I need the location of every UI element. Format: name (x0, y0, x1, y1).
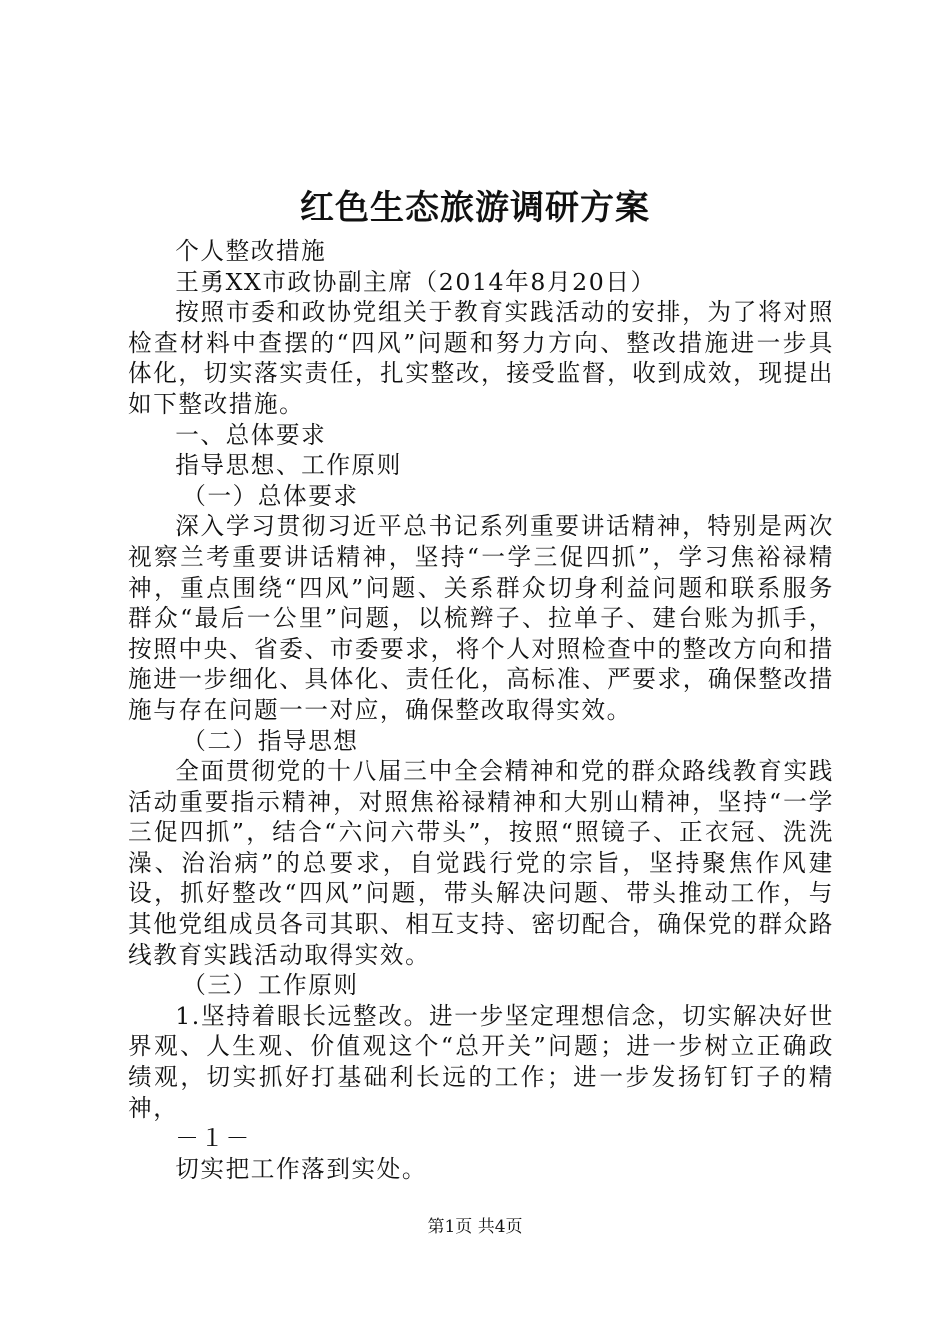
heading-guiding-principles: 指导思想、工作原则 (175, 451, 402, 480)
page-footer: 第1页 共4页 (427, 1217, 523, 1237)
author-line: 王勇XX市政协副主席（2014年8月20日） (175, 267, 656, 296)
subheading-3: （三）工作原则 (182, 971, 359, 1000)
document-title: 红色生态旅游调研方案 (300, 188, 650, 228)
heading-general-requirements: 一、总体要求 (175, 420, 327, 449)
paragraph-guiding-ideology: 全面贯彻党的十八届三中全会精神和党的群众路线教育实践活动重要指示精神，对照焦裕禄精神和大别山精神，坚持“一学三促四抓”，结合“六问六带头”，按照“照镜子、正衣冠、洗洗澡、治治病”的总要求，自觉践行党的宗旨，坚持聚焦作风建设，抓好整改“四风”问题，带头解决问题、带头推动工作，与其他党组成员各司其职、相互支持、密切配合，确保党的群众路线教育实践活动取得实效。 (128, 757, 834, 969)
continuation-paragraph: 切实把工作落到实处。 (175, 1154, 428, 1183)
paragraph-principle-1: 1.坚持着眼长远整改。进一步坚定理想信念，切实解决好世界观、人生观、价值观这个“总开关”问题；进一步树立正确政绩观，切实抓好打基础利长远的工作；进一步发扬钉钉子的精神， (128, 1001, 834, 1122)
intro-paragraph: 按照市委和政协党组关于教育实践活动的安排，为了将对照检查材料中查摆的“四风”问题和努力方向、整改措施进一步具体化，切实落实责任，扎实整改，接受监督，收到成效，现提出如下整改措施。 (128, 298, 834, 418)
subheading-2: （二）指导思想 (182, 726, 359, 755)
section-heading-personal: 个人整改措施 (175, 237, 327, 265)
paragraph-general-requirements: 深入学习贯彻习近平总书记系列重要讲话精神，特别是两次视察兰考重要讲话精神，坚持“一学三促四抓”，学习焦裕禄精神，重点围绕“四风”问题、关系群众切身利益问题和联系服务群众“最后一公里”问题，以梳辫子、拉单子、建台账为抓手，按照中央、省委、市委要求，将个人对照检查中的整改方向和措施进一步细化、具体化、责任化，高标准、严要求，确保整改措施与存在问题一一对应，确保整改取得实效。 (128, 512, 834, 724)
subheading-1: （一）总体要求 (182, 481, 359, 510)
document-body (128, 236, 834, 1184)
page-number-marker: －１－ (175, 1124, 251, 1153)
